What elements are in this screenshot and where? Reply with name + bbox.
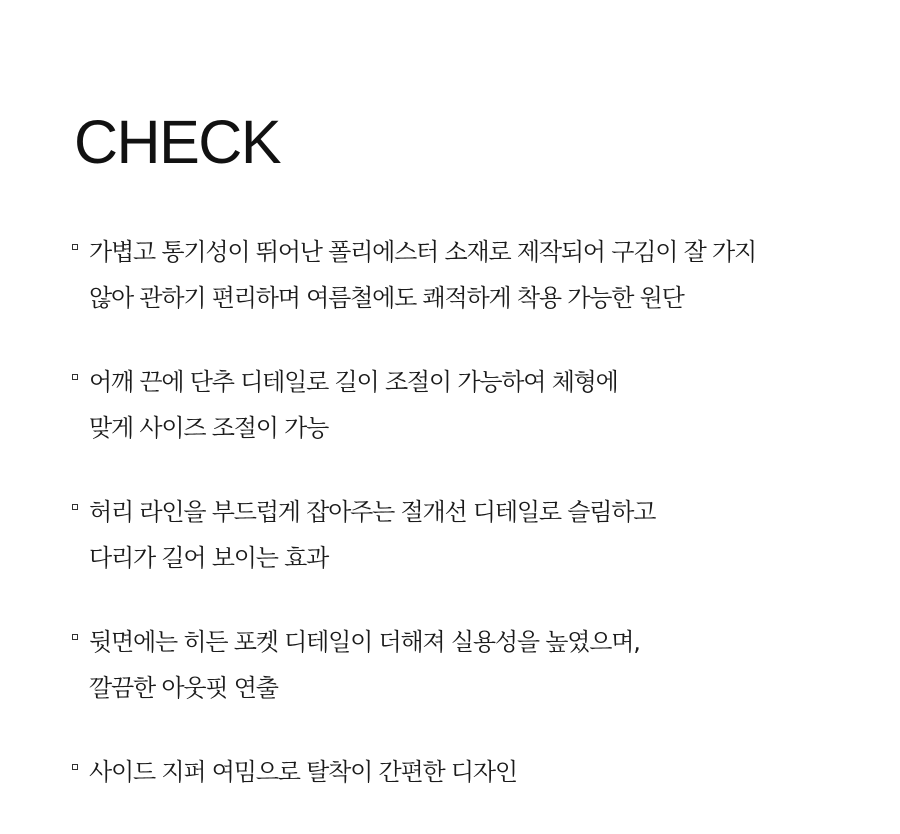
square-bullet-icon xyxy=(72,244,78,250)
square-bullet-icon xyxy=(72,634,78,640)
feature-text-line: 어깨 끈에 단추 디테일로 길이 조절이 가능하여 체형에 xyxy=(89,368,618,396)
feature-item xyxy=(72,359,852,451)
feature-item xyxy=(72,489,852,581)
feature-text-line: 사이드 지퍼 여밈으로 탈착이 간편한 디자인 xyxy=(89,758,517,786)
feature-text-line: 않아 관하기 편리하며 여름철에도 쾌적하게 착용 가능한 원단 xyxy=(89,284,684,312)
feature-text-line: 가볍고 통기성이 뛰어난 폴리에스터 소재로 제작되어 구김이 잘 가지 xyxy=(89,238,756,266)
feature-text-line: 뒷면에는 히든 포켓 디테일이 더해져 실용성을 높였으며, xyxy=(89,628,640,656)
square-bullet-icon xyxy=(72,504,78,510)
feature-text-line: 맞게 사이즈 조절이 가능 xyxy=(89,414,329,442)
feature-text-line: 허리 라인을 부드럽게 잡아주는 절개선 디테일로 슬림하고 xyxy=(89,498,656,526)
feature-text-line: 다리가 길어 보이는 효과 xyxy=(89,544,329,572)
feature-item xyxy=(72,619,852,711)
square-bullet-icon xyxy=(72,764,78,770)
feature-item xyxy=(72,229,852,321)
feature-text-line: 깔끔한 아웃핏 연출 xyxy=(89,674,278,702)
section-title: CHECK xyxy=(74,108,281,176)
feature-item xyxy=(72,749,852,795)
square-bullet-icon xyxy=(72,374,78,380)
